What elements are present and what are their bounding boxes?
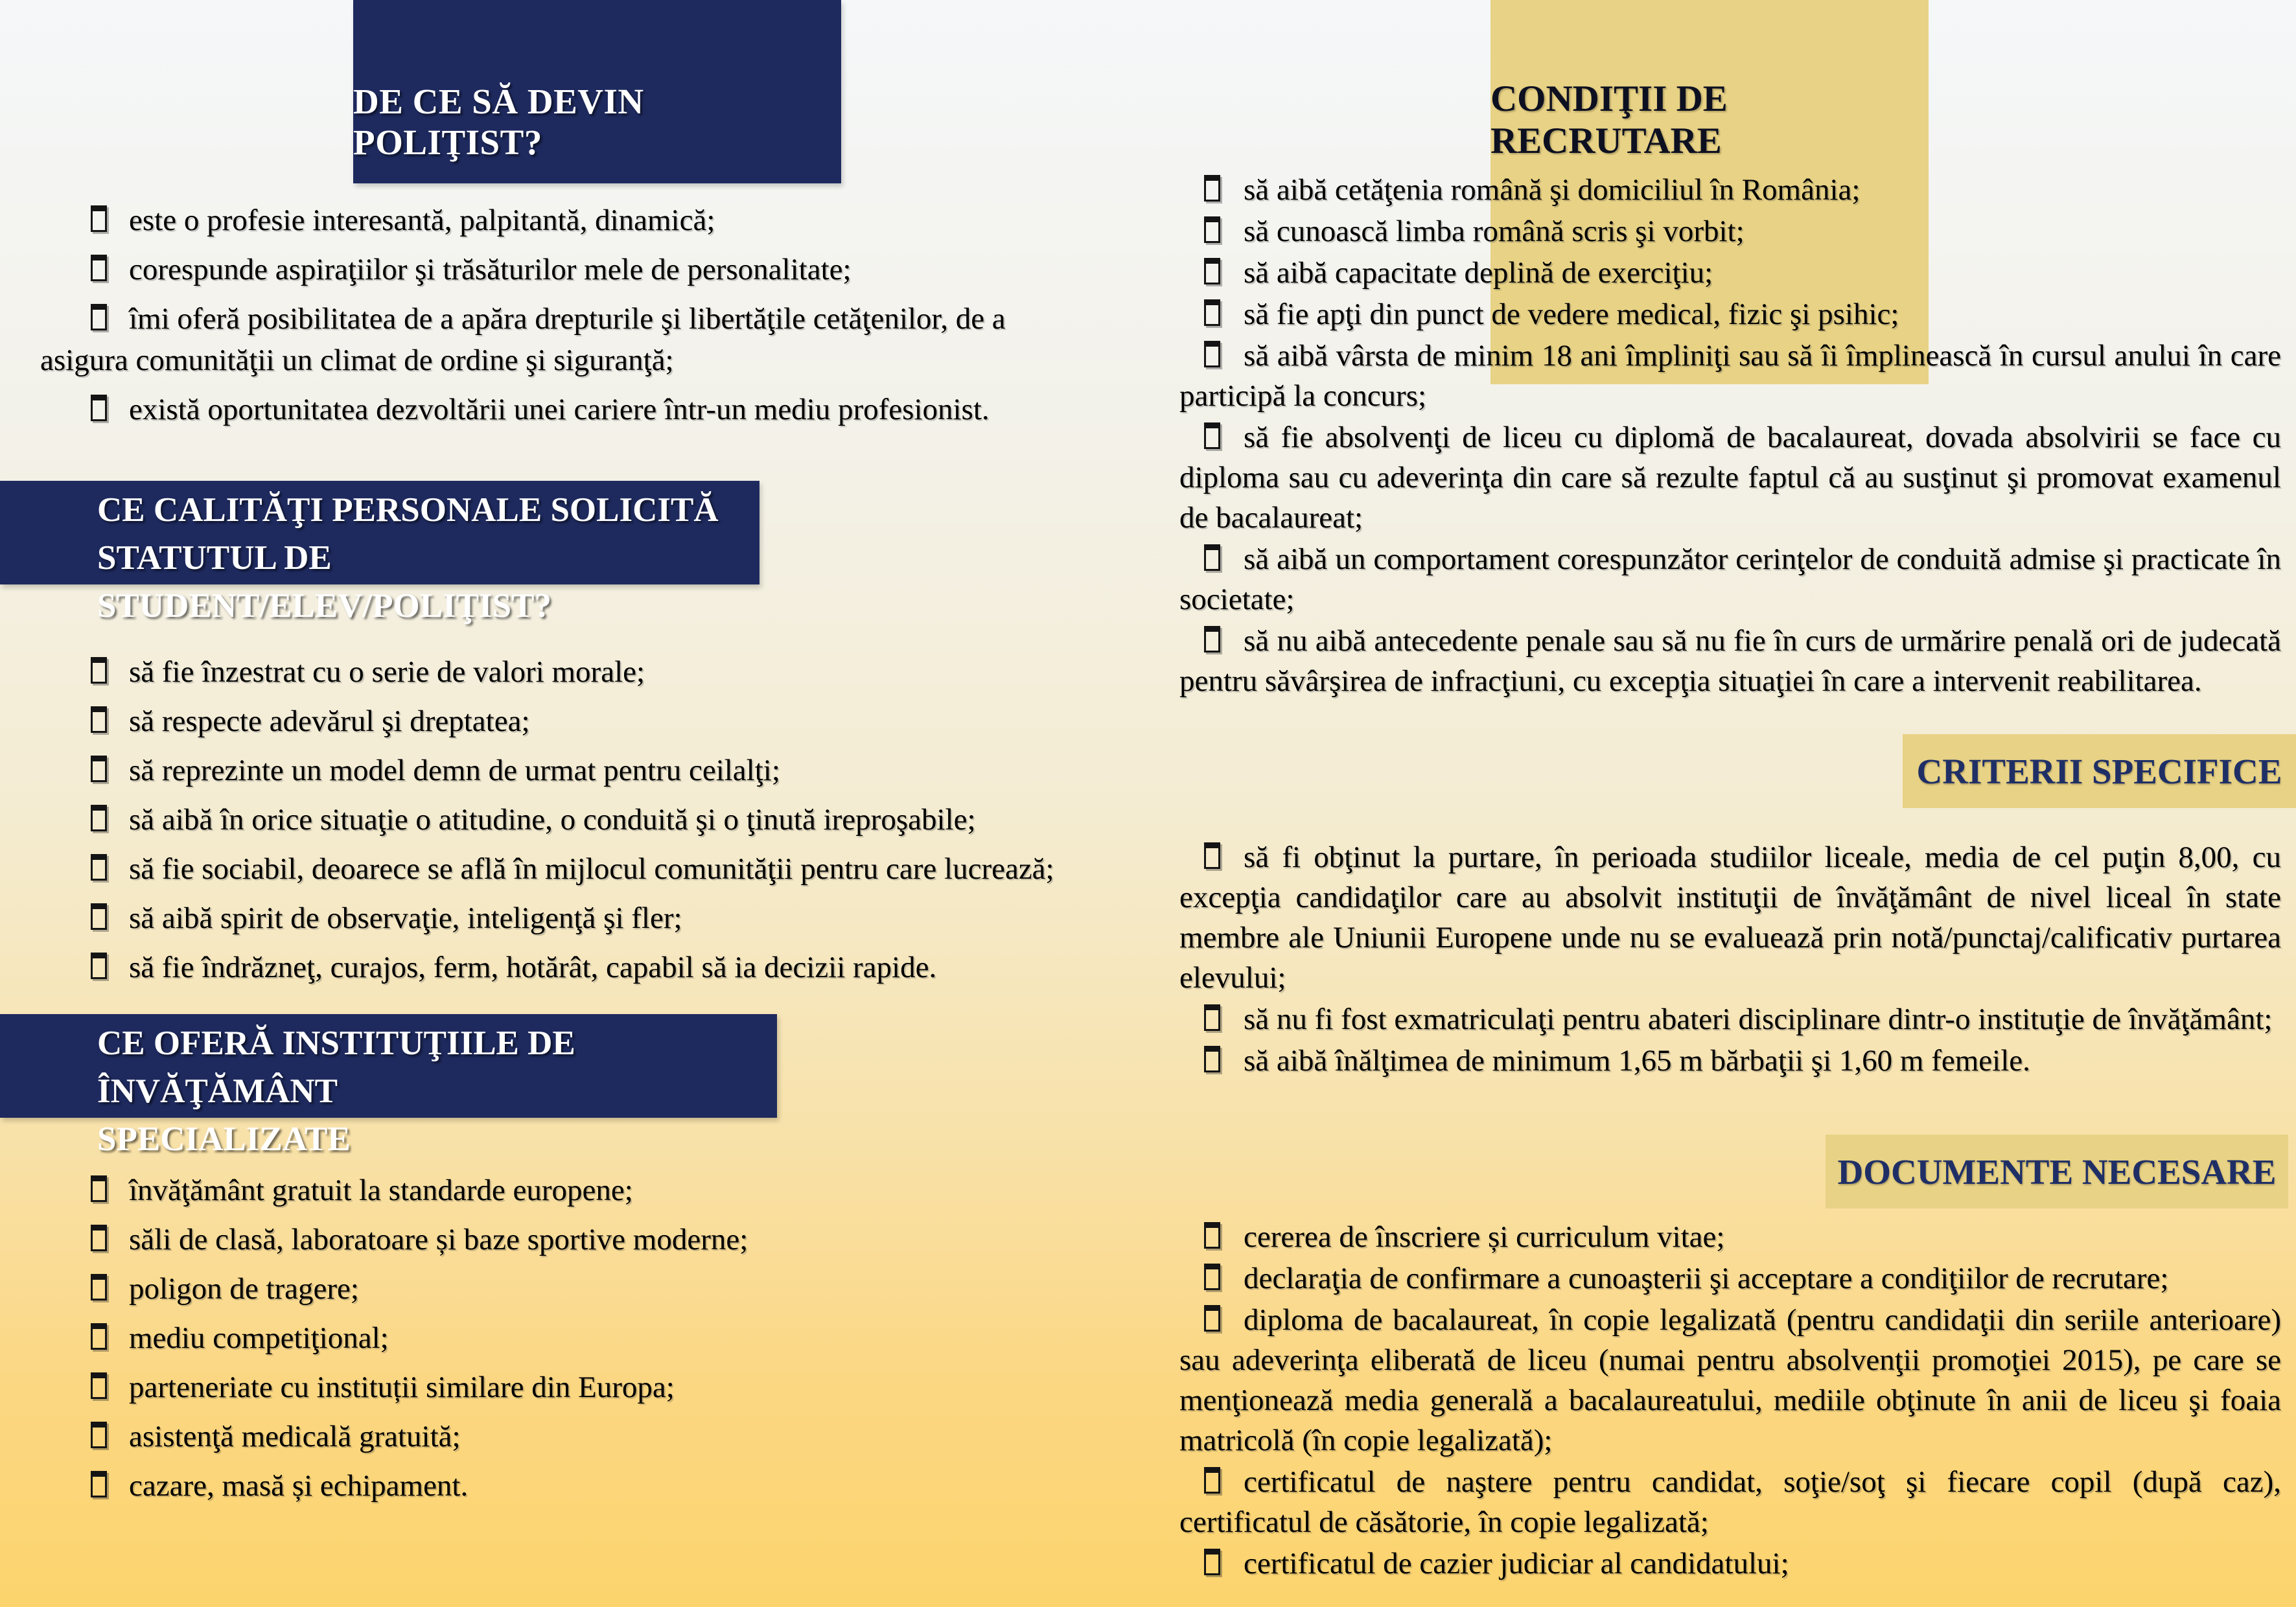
square-bullet-icon [1204,626,1220,653]
list-item [40,1465,1038,1507]
square-bullet-icon [1204,1549,1220,1575]
list-item-text: să fie apţi din punct de vedere medical, fizic şi psihic; [1244,297,1899,331]
list-item [1179,294,2281,334]
required-documents-list [1179,1217,2281,1585]
list-item-text: săli de clasă, laboratoare și baze sportive moderne; [129,1223,748,1256]
section-title-line2: SPECIALIZATE [97,1120,351,1158]
list-item [40,200,1090,241]
list-item [1179,170,2281,210]
list-item-text: îmi oferă posibilitatea de a apăra drepturile şi libertăţile cetăţenilor, de a asigura comunităţii un climat de ordine şi siguranţă; [40,302,1006,377]
square-bullet-icon [91,255,107,281]
list-item [40,1317,1038,1359]
square-bullet-icon [91,304,107,330]
list-item [40,1416,1038,1457]
square-bullet-icon [1204,842,1220,869]
list-item-text: să aibă capacitate deplină de exerciţiu; [1244,256,1713,290]
square-bullet-icon [1204,544,1220,571]
square-bullet-icon [1204,299,1220,326]
list-item-text: să aibă în orice situaţie o atitudine, o conduită şi o ţinută ireproşabile; [129,803,976,837]
list-item-text: să nu fi fost exmatriculaţi pentru abateri disciplinare dintr-o instituţie de învăţământ; [1244,1002,2273,1036]
list-item-text: să fi obţinut la purtare, în perioada studiilor liceale, media de cel puţin 8,00, cu excepţia candidaţilor care au absolvit instituţii de învăţământ de nivel liceal în state membre ale Uniunii Europene unde nu se evaluează prin notă/punctaj/calificativ purtarea elevului; [1179,840,2281,995]
list-item-text: cererea de înscriere și curriculum vitae; [1244,1220,1725,1254]
list-item-text: să cunoască limba română scris şi vorbit; [1244,214,1745,248]
list-item [1179,999,2281,1039]
list-item-text: certificatul de naştere pentru candidat, soţie/soţ şi fiecare copil (după caz), certificatul de căsătorie, în copie legalizată; [1179,1465,2281,1539]
square-bullet-icon [1204,175,1220,202]
list-item-text: cazare, masă și echipament. [129,1469,469,1503]
specific-criteria-title: CRITERII SPECIFICE [1916,751,2282,791]
list-item-text: certificatul de cazier judiciar al candidatului; [1244,1547,1789,1580]
square-bullet-icon [1204,1046,1220,1072]
square-bullet-icon [91,205,107,232]
square-bullet-icon [1204,1222,1220,1249]
list-item [40,897,1090,939]
list-item-text: să respecte adevărul şi dreptatea; [129,704,530,738]
section-title-why-become-policeman [353,0,841,183]
recruitment-conditions-title: CONDIŢII DE RECRUTARE [1490,78,1728,161]
list-item [1179,1217,2281,1257]
list-item [40,700,1090,742]
square-bullet-icon [91,756,107,782]
list-item-text: să fie absolvenţi de liceu cu diplomă de bacalaureat, dovada absolvirii se face cu diploma sau cu adeverinţa din care să rezulte faptul că au susţinut şi promovat examenul de bacalaureat; [1179,421,2281,535]
list-item [1179,336,2281,416]
square-bullet-icon [91,1323,107,1350]
list-item-text: asistenţă medicală gratuită; [129,1420,461,1453]
list-item [40,249,1090,290]
section-title-line2: STATUTUL DE STUDENT/ELEV/POLIŢIST? [97,539,552,625]
list-item [1179,417,2281,538]
list-item-text: să reprezinte un model demn de urmat pentru ceilalţi; [129,754,780,787]
institutions-offer-list [40,1170,1038,1514]
square-bullet-icon [91,903,107,930]
square-bullet-icon [91,1422,107,1448]
square-bullet-icon [1204,1264,1220,1290]
square-bullet-icon [91,706,107,733]
square-bullet-icon [1204,422,1220,449]
square-bullet-icon [91,1274,107,1301]
square-bullet-icon [91,1225,107,1251]
list-item [1179,1462,2281,1542]
recruitment-conditions-list [1179,170,2281,702]
list-item-text: poligon de tragere; [129,1272,359,1306]
list-item-text: diploma de bacalaureat, în copie legalizată (pentru candidaţii din seriile anterioare) sau adeverinţa eliberată de liceu (numai pentru absolvenţii promoţiei 2015), pe care se menţionează media generală a bacalaureatului, mediile obţinute în anii de liceu şi foaia matricolă (în copie legalizată); [1179,1303,2281,1457]
square-bullet-icon [1204,1467,1220,1494]
list-item [40,947,1090,988]
list-item-text: este o profesie interesantă, palpitantă, dinamică; [129,203,715,237]
square-bullet-icon [91,395,107,421]
square-bullet-icon [91,1471,107,1497]
list-item [40,1170,1038,1211]
list-item [1179,1258,2281,1299]
square-bullet-icon [1204,1305,1220,1332]
list-item [40,651,1090,693]
list-item [1179,1543,2281,1584]
specific-criteria-header-box [1903,734,2296,808]
list-item [40,848,1090,890]
required-documents-header-box [1826,1135,2288,1208]
list-item [1179,253,2281,293]
square-bullet-icon [91,1175,107,1202]
square-bullet-icon [91,657,107,684]
list-item-text: să fie înzestrat cu o serie de valori morale; [129,655,645,689]
section-title-line1: CE CALITĂŢI PERSONALE SOLICITĂ [97,491,719,529]
list-item [40,799,1090,840]
square-bullet-icon [91,805,107,831]
list-item-text: să aibă un comportament corespunzător cerinţelor de conduită admise şi practicate în societate; [1179,542,2281,616]
list-item-text: să fie îndrăzneţ, curajos, ferm, hotărât, capabil să ia decizii rapide. [129,951,937,984]
list-item [40,389,1090,430]
list-item-text: declaraţia de confirmare a cunoaşterii şi acceptare a condiţiilor de recrutare; [1244,1262,2169,1295]
square-bullet-icon [91,1372,107,1399]
specific-criteria-list [1179,837,2281,1082]
square-bullet-icon [1204,341,1220,367]
square-bullet-icon [1204,1004,1220,1031]
list-item-text: parteneriate cu instituții similare din Europa; [129,1370,675,1404]
required-documents-title: DOCUMENTE NECESARE [1837,1151,2277,1192]
section-title-line1: CE OFERĂ INSTITUŢIILE DE ÎNVĂŢĂMÂNT [97,1024,575,1110]
list-item-text: corespunde aspiraţiilor şi trăsăturilor mele de personalitate; [129,253,852,286]
list-item [1179,211,2281,251]
list-item-text: să aibă vârsta de minim 18 ani împliniţi sau să îi împlinească în cursul anului în care participă la concurs; [1179,339,2281,413]
list-item-text: să aibă cetăţenia română şi domiciliul în România; [1244,173,1861,207]
section-title-personal-qualities [0,481,760,625]
list-item [40,298,1090,381]
list-item-text: să aibă înălţimea de minimum 1,65 m bărbaţii şi 1,60 m femeile. [1244,1044,2030,1078]
list-item [40,750,1090,791]
list-item [40,1367,1038,1408]
list-item-text: învăţământ gratuit la standarde europene; [129,1173,633,1207]
square-bullet-icon [91,953,107,979]
square-bullet-icon [1204,216,1220,243]
list-item [1179,621,2281,701]
list-item [1179,1041,2281,1081]
personal-qualities-list [40,651,1090,996]
list-item-text: mediu competiţional; [129,1321,389,1355]
square-bullet-icon [1204,258,1220,284]
list-item-text: există oportunitatea dezvoltării unei cariere într-un mediu profesionist. [129,393,990,426]
section-title-text: DE CE SĂ DEVIN POLIŢIST? [353,81,644,162]
list-item [40,1219,1038,1260]
section-title-institutions-offer [0,1014,777,1158]
list-item [40,1268,1038,1310]
list-item [1179,837,2281,998]
why-become-policeman-list [40,200,1090,438]
list-item-text: să fie sociabil, deoarece se află în mijlocul comunităţii pentru care lucrează; [129,852,1054,886]
list-item [1179,539,2281,619]
list-item [1179,1300,2281,1461]
list-item-text: să nu aibă antecedente penale sau să nu fie în curs de urmărire penală ori de judecată pentru săvârşirea de infracţiuni, cu excepţia situaţiei în care a intervenit reabilitarea. [1179,624,2281,698]
list-item-text: să aibă spirit de observaţie, inteligenţă şi fler; [129,901,682,935]
square-bullet-icon [91,854,107,881]
